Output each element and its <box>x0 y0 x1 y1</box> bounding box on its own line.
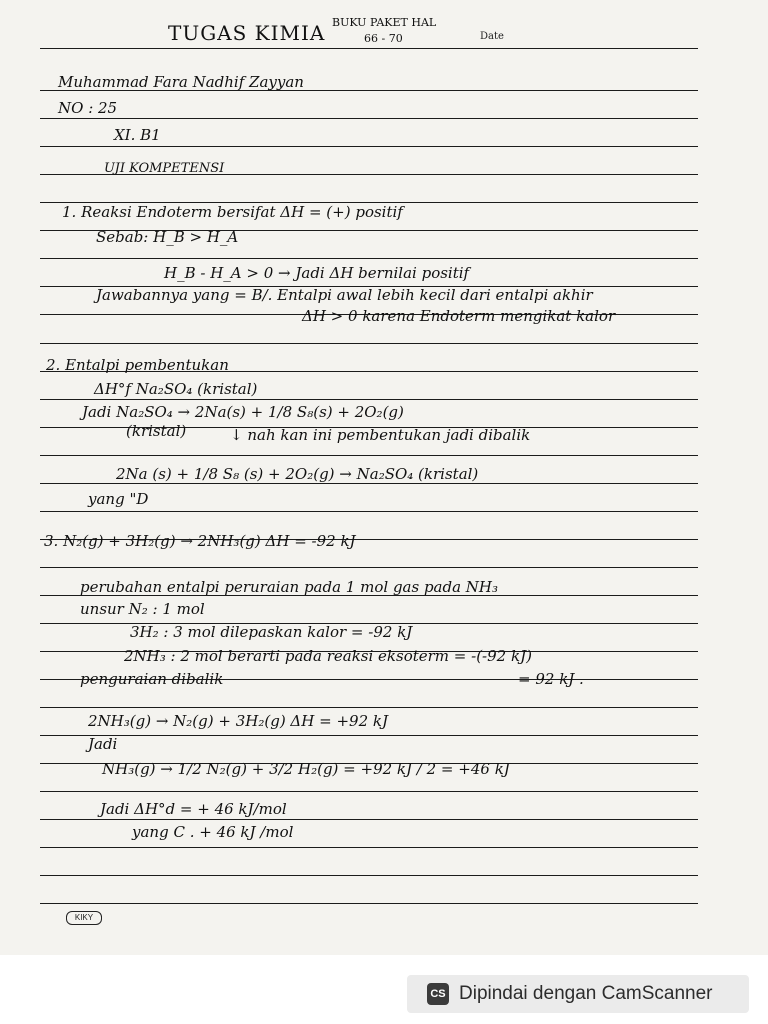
q3-line: perubahan entalpi peruraian pada 1 mol gas pada NH₃ <box>80 578 499 596</box>
q3-line: Jadi <box>88 735 118 753</box>
camscanner-watermark <box>407 975 749 1013</box>
q3-line: penguraian dibalik <box>80 670 224 688</box>
q3-line: yang C . + 46 kJ /mol <box>132 823 294 841</box>
ruled-line <box>40 48 698 49</box>
ruled-line <box>40 819 698 820</box>
notebook-brand-mark: KIKY <box>66 911 102 925</box>
page-title: TUGAS KIMIA <box>168 21 326 45</box>
q1-line: 1. Reaksi Endoterm bersifat ΔH = (+) positif <box>62 203 403 221</box>
ruled-line <box>40 903 698 904</box>
camscanner-text: Dipindai dengan CamScanner <box>459 983 713 1004</box>
q1-line: ΔH > 0 karena Endoterm mengikat kalor <box>302 307 616 325</box>
student-number: NO : 25 <box>58 99 118 117</box>
ruled-line <box>40 791 698 792</box>
ruled-line <box>40 258 698 259</box>
q3-line: 3H₂ : 3 mol dilepaskan kalor = -92 kJ <box>130 623 413 641</box>
ruled-line <box>40 483 698 484</box>
q2-line: (kristal) <box>126 422 187 440</box>
ruled-line <box>40 511 698 512</box>
q3-line: 3. N₂(g) + 3H₂(g) → 2NH₃(g) ΔH = -92 kJ <box>44 532 356 550</box>
q1-line: Jawabannya yang = B/. Entalpi awal lebih kecil dari entalpi akhir <box>96 286 593 304</box>
q3-line: 2NH₃ : 2 mol berarti pada reaksi eksoterm = -(-92 kJ) <box>124 647 532 665</box>
ruled-line <box>40 735 698 736</box>
q2-line: 2Na (s) + 1/8 S₈ (s) + 2O₂(g) → Na₂SO₄ (kristal) <box>116 465 479 483</box>
ruled-line <box>40 567 698 568</box>
q1-line: H_B - H_A > 0 → Jadi ΔH bernilai positif <box>164 264 470 282</box>
q2-line: yang "D <box>88 490 149 508</box>
q3-line: = 92 kJ . <box>518 670 584 688</box>
ruled-line <box>40 455 698 456</box>
q2-line: 2. Entalpi pembentukan <box>46 356 229 374</box>
q3-line: 2NH₃(g) → N₂(g) + 3H₂(g) ΔH = +92 kJ <box>88 712 388 730</box>
student-class: XI. B1 <box>114 126 161 144</box>
ruled-line <box>40 399 698 400</box>
ruled-line <box>40 343 698 344</box>
student-name: Muhammad Fara Nadhif Zayyan <box>58 73 304 91</box>
q3-line: NH₃(g) → 1/2 N₂(g) + 3/2 H₂(g) = +92 kJ / 2 = +46 kJ <box>102 760 510 778</box>
ruled-line <box>40 875 698 876</box>
ruled-line <box>40 118 698 119</box>
q3-line: unsur N₂ : 1 mol <box>80 600 205 618</box>
q2-line: Jadi Na₂SO₄ → 2Na(s) + 1/8 S₈(s) + 2O₂(g) <box>82 403 404 421</box>
q1-line: Sebab: H_B > H_A <box>96 228 239 246</box>
ruled-line <box>40 707 698 708</box>
camscanner-logo-icon: CS <box>427 983 449 1005</box>
q2-line: ΔH°f Na₂SO₄ (kristal) <box>94 380 258 398</box>
ruled-line <box>40 146 698 147</box>
q2-line: ↓ nah kan ini pembentukan jadi dibalik <box>230 426 531 444</box>
ruled-line <box>40 847 698 848</box>
book-reference: BUKU PAKET HAL <box>332 16 437 29</box>
q3-line: Jadi ΔH°d = + 46 kJ/mol <box>100 800 287 818</box>
date-label: Date <box>480 31 504 42</box>
book-pages: 66 - 70 <box>364 32 403 45</box>
section-heading: UJI KOMPETENSI <box>104 161 225 176</box>
